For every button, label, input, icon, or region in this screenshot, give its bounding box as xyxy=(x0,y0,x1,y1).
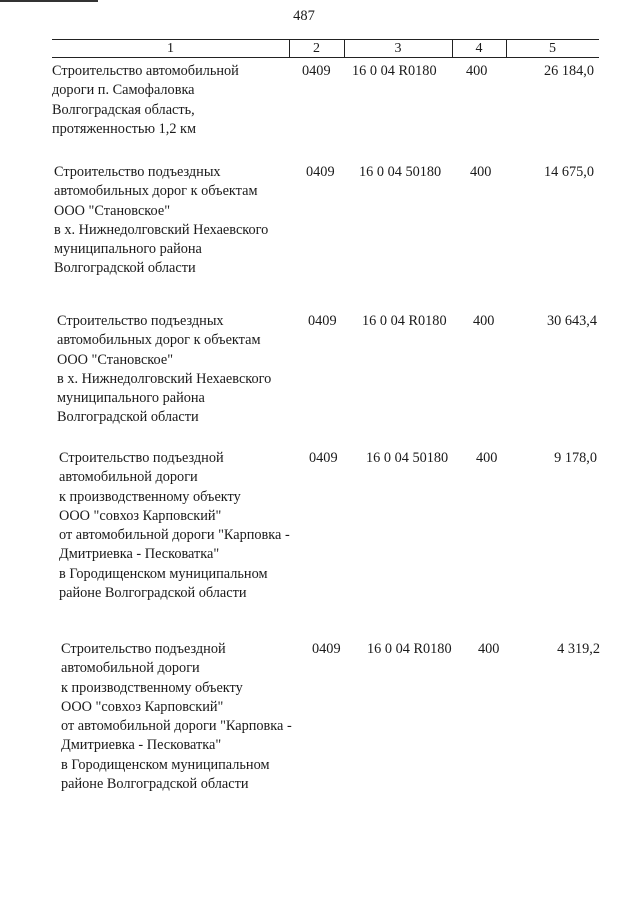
amount: 26 184,0 xyxy=(543,63,594,79)
column-header-3: 3 xyxy=(394,41,402,56)
description-line: в Городищенском муниципальном xyxy=(61,756,270,773)
expense-type: 400 xyxy=(473,313,495,329)
description-line: районе Волгоградской области xyxy=(59,585,247,602)
description-line: Строительство подъездной xyxy=(59,450,224,466)
description-line: автомобильной дороги xyxy=(59,469,198,486)
expense-type: 400 xyxy=(476,450,498,466)
description-line: Дмитриевка - Песковатка" xyxy=(61,737,222,754)
description-line: ООО "Становское" xyxy=(57,351,174,368)
description-line: в х. Нижнедолговский Нехаевского xyxy=(57,370,272,387)
description-line: автомобильных дорог к объектам xyxy=(57,332,261,349)
amount: 30 643,4 xyxy=(546,313,597,329)
column-header-4: 4 xyxy=(475,41,483,56)
description-line: ООО "Становское" xyxy=(54,202,171,219)
description-line: районе Волгоградской области xyxy=(61,776,249,793)
description-line: Волгоградской области xyxy=(57,409,199,426)
row-description xyxy=(52,62,292,139)
description-line: в Городищенском муниципальном xyxy=(59,565,268,582)
section-code: 0409 xyxy=(308,313,337,329)
description-line: ООО "совхоз Карповский" xyxy=(61,698,224,715)
section-code: 0409 xyxy=(309,450,338,466)
row-description xyxy=(59,449,299,603)
row-description xyxy=(57,312,297,428)
page-number: 487 xyxy=(293,8,315,24)
description-line: муниципального района xyxy=(57,390,205,407)
description-line: в х. Нижнедолговский Нехаевского xyxy=(54,221,269,238)
column-header-1: 1 xyxy=(167,41,174,56)
section-code: 0409 xyxy=(302,63,331,79)
description-line: дороги п. Самофаловка xyxy=(52,82,195,99)
description-line: автомобильных дорог к объектам xyxy=(54,183,258,200)
column-header-5: 5 xyxy=(549,41,556,56)
description-line: ООО "совхоз Карповский" xyxy=(59,507,222,524)
section-code: 0409 xyxy=(312,641,341,657)
description-line: к производственному объекту xyxy=(59,488,241,505)
amount: 9 178,0 xyxy=(554,450,597,466)
target-article: 16 0 04 R0180 xyxy=(362,313,447,329)
description-line: от автомобильной дороги "Карповка - xyxy=(61,718,292,735)
description-line: Волгоградской области xyxy=(54,260,196,277)
amount: 4 319,2 xyxy=(557,641,600,657)
description-line: Строительство подъездной xyxy=(61,641,226,657)
expense-type: 400 xyxy=(470,164,492,180)
header-bottom-rule xyxy=(52,57,599,58)
description-line: автомобильной дороги xyxy=(61,660,200,677)
corner-mark-line xyxy=(0,0,98,2)
target-article: 16 0 04 R0180 xyxy=(352,63,437,79)
description-line: от автомобильной дороги "Карповка - xyxy=(59,527,290,544)
target-article: 16 0 04 50180 xyxy=(366,450,449,466)
row-description xyxy=(61,640,301,794)
description-line: муниципального района xyxy=(54,241,202,258)
description-line: Строительство автомобильной xyxy=(52,63,239,79)
description-line: Строительство подъездных xyxy=(57,313,224,329)
amount: 14 675,0 xyxy=(543,164,594,180)
description-line: Волгоградская область, xyxy=(52,101,195,118)
description-line: Строительство подъездных xyxy=(54,164,221,180)
description-line: Дмитриевка - Песковатка" xyxy=(59,546,220,563)
target-article: 16 0 04 50180 xyxy=(359,164,442,180)
description-line: протяженностью 1,2 км xyxy=(52,120,197,137)
target-article: 16 0 04 R0180 xyxy=(367,641,452,657)
column-header-2: 2 xyxy=(313,41,320,56)
row-description xyxy=(54,163,294,279)
expense-type: 400 xyxy=(478,641,500,657)
expense-type: 400 xyxy=(466,63,488,79)
section-code: 0409 xyxy=(306,164,335,180)
description-line: к производственному объекту xyxy=(61,679,243,696)
